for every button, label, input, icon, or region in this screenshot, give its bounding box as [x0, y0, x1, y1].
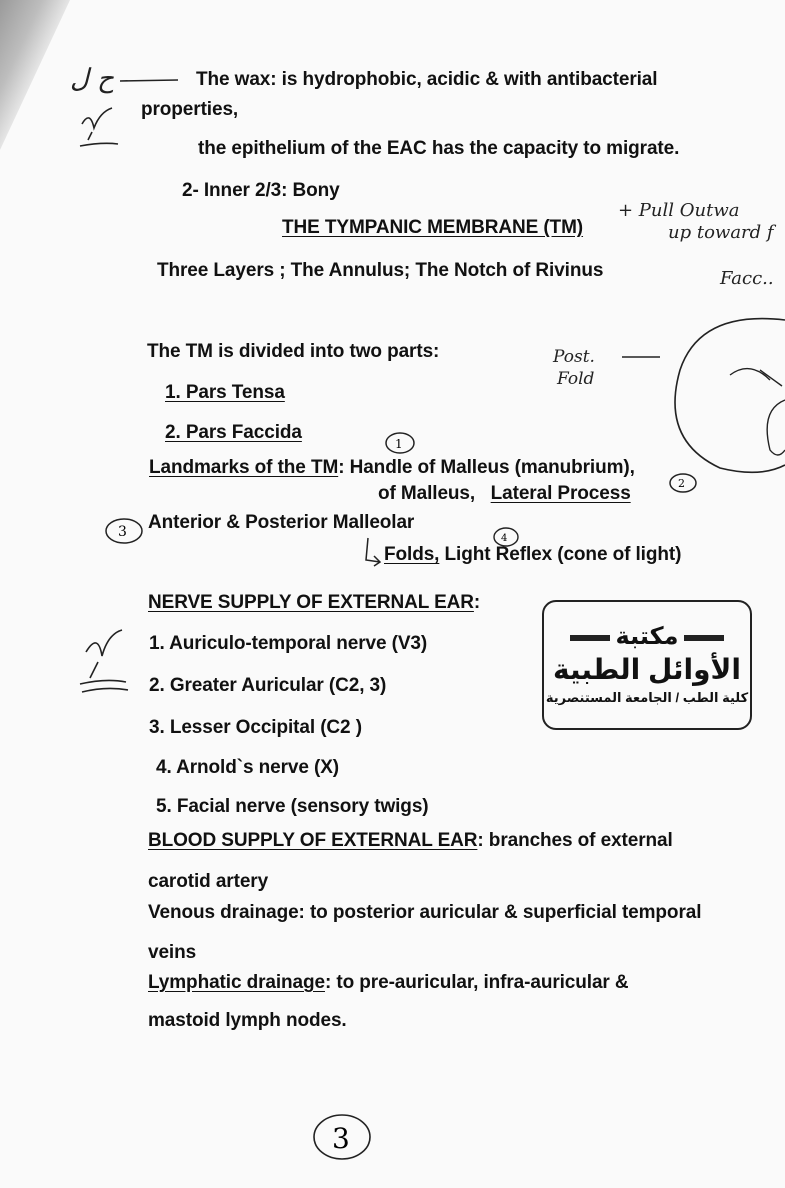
wax-continuation: properties, [141, 99, 239, 120]
landmarks-line [149, 456, 635, 480]
circled-number-1 [384, 430, 418, 456]
nerve-2: 2. Greater Auricular (C2, 3) [149, 675, 387, 696]
lymph-heading: Lymphatic drainage [148, 972, 325, 993]
handwritten-pull-outward: + Pull Outwa [618, 200, 740, 221]
pars-tensa: 1. Pars Tensa [165, 382, 285, 403]
svg-text:1: 1 [395, 437, 403, 451]
nerve-3: 3. Lesser Occipital (C2 ) [149, 717, 362, 738]
blood-continuation: carotid artery [148, 871, 269, 892]
venous-continuation: veins [148, 942, 197, 963]
nerve-1: 1. Auriculo-temporal nerve (V3) [149, 633, 428, 654]
lymph-nodes: : to pre-auricular, infra-auricular & [324, 972, 629, 993]
nerve-4: 4. Arnold`s nerve (X) [156, 757, 340, 778]
folds-label: Folds, [384, 544, 440, 565]
stamp-line-2: الأوائل الطبية [553, 654, 741, 685]
blood-branches: : branches of external [477, 830, 673, 851]
stamp-line-3: كلية الطب / الجامعة المستنصرية [545, 690, 749, 705]
handwritten-checkmark-1 [72, 104, 122, 156]
lateral-process: Lateral Process [490, 483, 631, 504]
handwritten-face: Facc.. [720, 268, 774, 289]
page-number-circle [312, 1112, 376, 1162]
handwritten-pointer-line [622, 354, 662, 360]
handwritten-dash-line [120, 78, 180, 84]
blood-heading: BLOOD SUPPLY OF EXTERNAL EAR [148, 830, 478, 851]
nerve-heading-line [148, 591, 480, 615]
nerve-heading: NERVE SUPPLY OF EXTERNAL EAR [148, 592, 474, 613]
lymph-continuation: mastoid lymph nodes. [148, 1010, 347, 1031]
three-layers-line: Three Layers ; The Annulus; The Notch of Rivinus [157, 260, 604, 281]
tm-title: THE TYMPANIC MEMBRANE (TM) [282, 217, 584, 238]
stamp-line-1: مكتبة [615, 623, 679, 650]
svg-text:2: 2 [678, 477, 685, 490]
handwritten-up-toward: up toward f [668, 222, 774, 243]
light-reflex: Light Reflex (cone of light) [439, 544, 682, 565]
handwritten-checkmark-2 [76, 622, 132, 702]
pars-flaccida: 2. Pars Faccida [165, 422, 302, 443]
handwritten-arrow [362, 538, 384, 568]
landmarks-label: Landmarks of the TM [149, 457, 339, 478]
svg-text:3: 3 [118, 524, 127, 540]
of-malleus-line [378, 482, 631, 506]
library-stamp [542, 600, 752, 730]
ant-post-malleolar: Anterior & Posterior Malleolar [148, 512, 415, 533]
landmarks-handle: : Handle of Malleus (manubrium), [338, 457, 635, 478]
epithelium-line: the epithelium of the EAC has the capacity to migrate. [198, 138, 680, 159]
handwritten-fold-label: Fold [557, 369, 595, 389]
scan-page-edge-shadow [0, 0, 70, 150]
svg-text:4: 4 [501, 533, 508, 544]
inner-bony-line: 2- Inner 2/3: Bony [182, 180, 340, 201]
wax-line: The wax: is hydrophobic, acidic & with antibacterial [196, 69, 658, 90]
handwritten-tm-sketch [660, 300, 785, 480]
handwritten-post-label: Post. [553, 347, 595, 367]
circled-number-3 [104, 516, 148, 546]
circled-number-2 [668, 472, 700, 494]
folds-line [384, 543, 681, 567]
venous-line: Venous drainage: to posterior auricular & superficial temporal [148, 902, 702, 923]
tm-divided-line: The TM is divided into two parts: [147, 341, 440, 362]
handwritten-arabic-note: ح ل [70, 64, 114, 94]
blood-supply-line [148, 829, 673, 853]
of-malleus: of Malleus, [378, 483, 476, 504]
nerve-5: 5. Facial nerve (sensory twigs) [156, 796, 429, 817]
nerve-heading-colon: : [473, 592, 481, 613]
svg-text:3: 3 [332, 1122, 350, 1155]
lymph-line [148, 971, 629, 995]
